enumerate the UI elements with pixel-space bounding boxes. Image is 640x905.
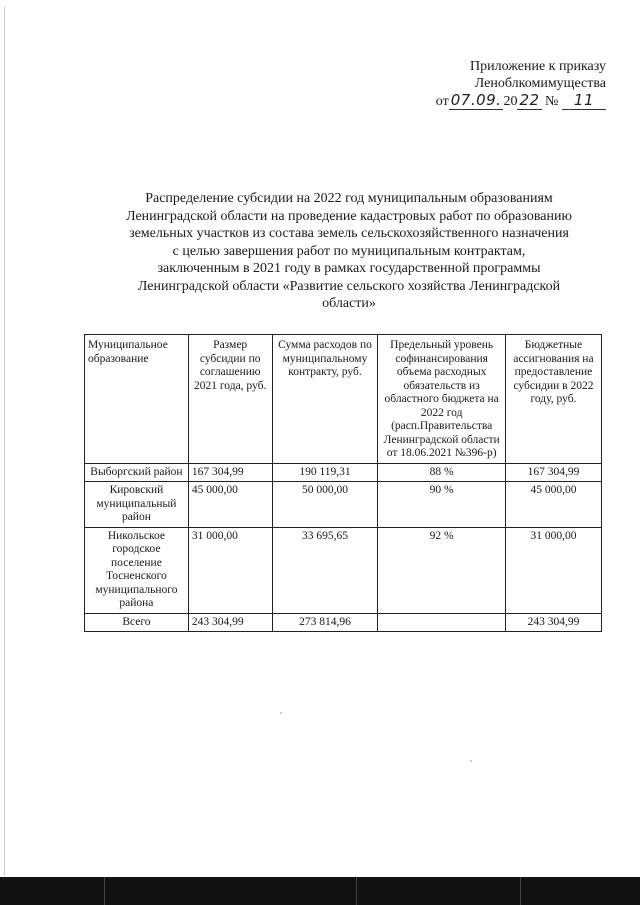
scan-edge-mark	[520, 877, 521, 905]
cell-budget-allocation: 167 304,99	[505, 463, 601, 482]
date-day-handwritten: 07.09.	[450, 91, 502, 109]
cell-cofinancing-level: 90 %	[378, 482, 505, 528]
cell-contract-expenses: 33 695,65	[272, 527, 378, 613]
cell-municipality: Выборгский район	[85, 463, 189, 482]
title-line: заключенным в 2021 году в рамках государственной программы	[157, 261, 541, 276]
title-line: Распределение субсидии на 2022 год муниципальным образованиям	[145, 191, 553, 206]
order-date-number	[386, 92, 606, 110]
scan-speck	[280, 712, 282, 714]
date-year-handwritten: 22	[519, 91, 540, 109]
title-line: Ленинградской области на проведение кадастровых работ по образованию	[126, 208, 572, 224]
table-row	[85, 482, 602, 528]
title-line: с целью завершения работ по муниципальным контрактам,	[172, 243, 526, 259]
cell-municipality: Никольское городское поселение Тосненского муниципального района	[85, 527, 189, 613]
cell-total-budget-allocation: 243 304,99	[505, 613, 601, 632]
scan-edge-mark	[356, 877, 357, 905]
scan-bottom-edge	[0, 877, 640, 905]
header-municipality: Муниципальное образование	[85, 335, 189, 464]
table-row	[85, 463, 602, 482]
appendix-line-1: Приложение к приказу	[470, 59, 606, 74]
header-contract-expenses: Сумма расходов по муниципальному контракту, руб.	[272, 335, 378, 464]
cell-subsidy-2021: 45 000,00	[188, 482, 272, 528]
table-header-row	[85, 335, 602, 464]
cell-total-cofinancing-level	[378, 613, 505, 632]
cell-municipality: Кировский муниципальный район	[85, 482, 189, 528]
header-cofinancing-level: Предельный уровень софинансирования объема расходных обязательств из областного бюджета на 2022 год (расп.Правительства Ленинградской области от 18.06.2021 №396-р)	[378, 335, 505, 464]
cell-subsidy-2021: 167 304,99	[188, 463, 272, 482]
title-line: Ленинградской области «Развитие сельского хозяйства Ленинградской	[137, 278, 561, 294]
header-subsidy-2021: Размер субсидии по соглашению 2021 года, руб.	[188, 335, 272, 464]
scan-edge-mark	[104, 877, 105, 905]
date-year-prefix: 20	[503, 94, 518, 109]
table-row	[85, 527, 602, 613]
cell-cofinancing-level: 88 %	[378, 463, 505, 482]
header-budget-allocation-2022: Бюджетные ассигнования на предоставление субсидии в 2022 году, руб.	[505, 335, 601, 464]
title-line: области»	[322, 296, 376, 311]
date-prefix: от	[435, 94, 449, 109]
appendix-header	[386, 58, 606, 110]
number-label: №	[545, 94, 559, 109]
cell-contract-expenses: 190 119,31	[272, 463, 378, 482]
document-title	[100, 190, 598, 313]
title-line: земельных участков из состава земель сельскохозяйственного назначения	[129, 226, 569, 241]
cell-total-contract-expenses: 273 814,96	[272, 613, 378, 632]
cell-cofinancing-level: 92 %	[378, 527, 505, 613]
cell-contract-expenses: 50 000,00	[272, 482, 378, 528]
cell-subsidy-2021: 31 000,00	[188, 527, 272, 613]
order-number-handwritten: 11	[562, 91, 606, 110]
cell-budget-allocation: 31 000,00	[505, 527, 601, 613]
appendix-line-2: Леноблкомимущества	[474, 76, 606, 91]
cell-total-subsidy-2021: 243 304,99	[188, 613, 272, 632]
scan-speck	[470, 760, 472, 762]
table-total-row	[85, 613, 602, 632]
cell-total-label: Всего	[85, 613, 189, 632]
subsidy-distribution-table	[84, 334, 602, 632]
cell-budget-allocation: 45 000,00	[505, 482, 601, 528]
